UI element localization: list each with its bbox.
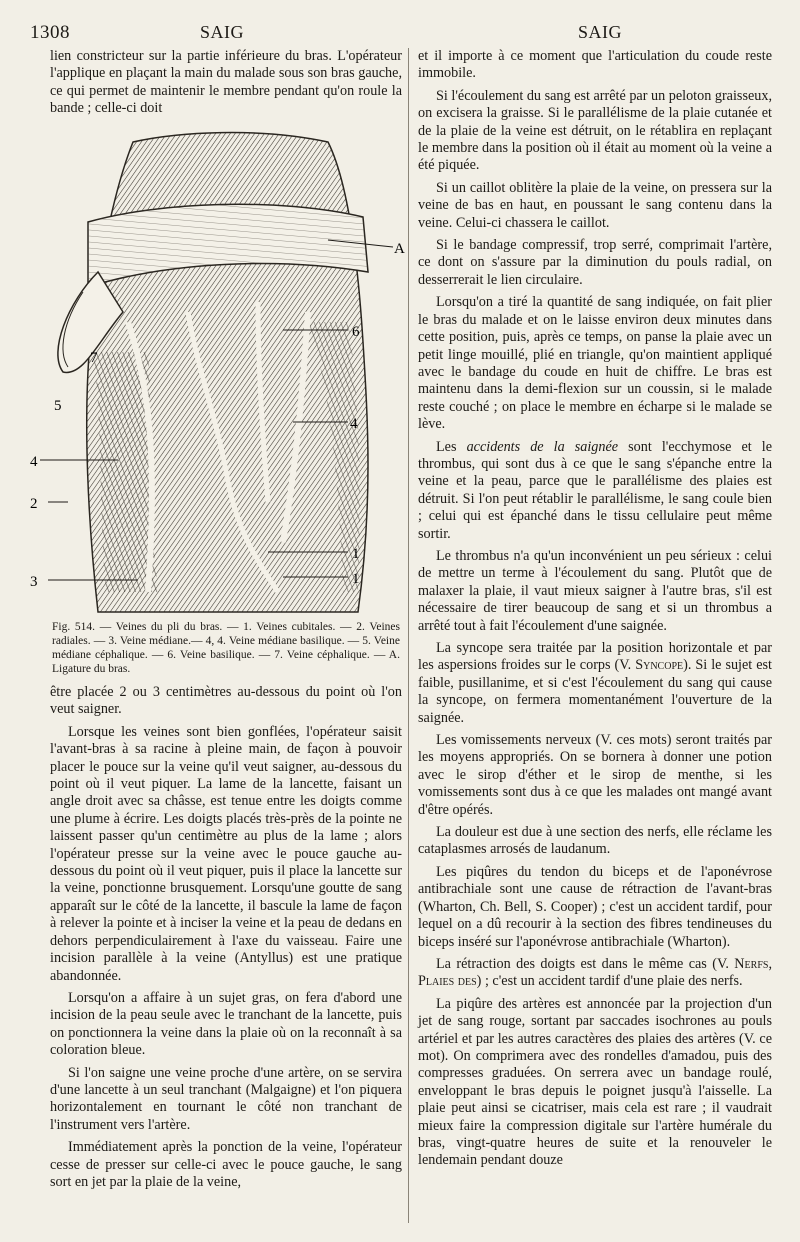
cross-reference: Syncope	[635, 657, 684, 674]
right-column	[418, 48, 772, 1175]
paragraph: être placée 2 ou 3 centimètres au-dessous du point où l'on veut saigner.	[50, 684, 402, 718]
page-number: 1308	[30, 22, 70, 43]
paragraph: lien constricteur sur la partie inférieure du bras. L'opérateur l'applique en plaçant la main du malade sous son bras gauche, ce qui permet de maintenir le membre pendant qu'on roule la bande ; celle-ci doit	[50, 48, 402, 117]
running-head-left: SAIG	[200, 22, 245, 42]
left-column-top	[50, 48, 402, 123]
figure-label-4-right: 4	[350, 416, 358, 432]
figure-label-1-upper: 1	[352, 546, 360, 562]
paragraph: Les vomissements nerveux (V. ces mots) seront traités par les moyens appropriés. On se bornera à donner une potion avec le sirop d'éther et le sirop de menthe, si les vomissements sont dus à ce que les malades ont mangé avant d'être opérés.	[418, 732, 772, 818]
text-run: Les	[436, 438, 467, 455]
paragraph: Si l'écoulement du sang est arrêté par un peloton graisseux, on excisera la graisse. Si le parallélisme de la plaie cutanée et de la plaie de la veine est détruit, on le rétablira en replaçant le membre dans la position où il était au moment où la veine a été piquée.	[418, 87, 772, 174]
paragraph: Le thrombus n'a qu'un inconvénient un peu sérieux : celui de mettre un terme à l'écoulement du sang. Plutôt que de malaxer la plaie, il vaut mieux saigner à l'autre bras, s'il est nécessaire de tirer beaucoup de sang et si un thrombus a arrêté tout à fait l'écoulement d'une saignée.	[418, 547, 772, 634]
column-divider	[408, 48, 409, 1223]
figure-label-3: 3	[30, 574, 38, 590]
figure-label-1-lower: 1	[352, 571, 360, 587]
text-run: La rétraction des doigts est dans le même cas (V.	[436, 955, 735, 972]
italic-term: accidents de la saignée	[466, 438, 619, 455]
figure-label-A: A	[394, 241, 405, 257]
left-column-body	[50, 684, 402, 1196]
paragraph: Les piqûres du tendon du biceps et de l'aponévrose antibrachiale sont une cause de rétraction de l'avant-bras (Wharton, Ch. Bell, S. Cooper) ; c'est un accident tardif, pour lequel on a dû recourir à la section des fibres tendineuses du biceps inséré sur l'aponévrose antibrachiale (Wharton).	[418, 863, 772, 950]
figure-label-4-left: 4	[30, 454, 38, 470]
figure-label-5: 5	[54, 398, 62, 414]
paragraph: Si le bandage compressif, trop serré, comprimait l'artère, ce dont on s'assure par la diminution du pouls radial, on desserrerait le lien circulaire.	[418, 237, 772, 288]
figure-label-7: 7	[90, 350, 98, 366]
text-run: La syncope sera traitée par la position horizontale et par les aspersions froides sur le corps (V.	[418, 640, 772, 674]
paragraph: La douleur est due à une section des nerfs, elle réclame les cataplasmes arrosés de laudanum.	[418, 824, 772, 858]
paragraph: Lorsqu'on a tiré la quantité de sang indiquée, on fait plier le bras du malade et on le laisse environ deux minutes dans cette position, puis, après ce temps, on panse la plaie avec un petit linge mouillé, plié en triangle, qu'on maintient appliqué avec le bandage du coude en huit de chiffre. Le bras est maintenu dans la demi-flexion sur un coussin, si le malade reste couché ; on place le membre en écharpe si le malade se lève.	[418, 294, 772, 433]
paragraph: Lorsqu'on a affaire à un sujet gras, on fera d'abord une incision de la peau seule avec le tranchant de la lancette, puis on ponctionnera la veine dans la plaie où on la reconnaît à sa coloration bleue.	[50, 989, 402, 1059]
paragraph: Si un caillot oblitère la plaie de la veine, on pressera sur la veine de bas en haut, en poussant le sang contenu dans la veine. Celui-ci chassera le caillot.	[418, 179, 772, 231]
paragraph-accidents	[418, 439, 772, 543]
arm-veins-illustration	[28, 122, 408, 622]
cross-reference: Nerfs, Plaies des	[418, 955, 772, 990]
paragraph-retraction	[418, 956, 772, 991]
paragraph: Lorsque les veines sont bien gonflées, l'opérateur saisit l'avant-bras à sa racine à pleine main, de façon à pouvoir placer le pouce sur la veine qu'il veut saigner, au-dessous du point où il veut piquer. La lame de la lancette, faisant un angle droit avec sa châsse, est tenue entre les doigts comme une plume à écrire. Les doigts placés très-près de la pointe ne laissent passer qu'un centimètre au plus de la lame ; alors l'opérateur presse sur la veine avec le pouce gauche au-dessous du point où il veut piquer, puis il place la lancette sur la veine, ponctionne brusquement. Lorsqu'une goutte de sang apparaît sur le côté de la lancette, il bascule la lame de façon à relever la pointe et à inciser la veine et la peau de dedans en dehors perpendiculairement à l'axe du vaisseau. Faire une incision parallèle à la veine (Antyllus) est une pratique abandonnée.	[50, 723, 402, 984]
text-run: sont l'ecchymose et le thrombus, qui sont dus à ce que le sang s'épanche entre la veine et la peau, parce que le parallélisme des plaies est détruit. Si l'on peut rétablir le parallélisme, le sang coule bien ; celui qui est épanché dans le tissu cellulaire peut même sortir.	[418, 438, 772, 542]
figure-label-2: 2	[30, 496, 38, 512]
figure-label-6: 6	[352, 324, 360, 340]
paragraph: et il importe à ce moment que l'articulation du coude reste immobile.	[418, 48, 772, 82]
paragraph: Immédiatement après la ponction de la veine, l'opérateur cesse de presser sur celle-ci avec le pouce gauche, le sang sort en jet par la plaie de la veine,	[50, 1139, 402, 1190]
paragraph-syncope	[418, 640, 772, 727]
running-head-right: SAIG	[578, 22, 623, 42]
figure-caption: Fig. 514. — Veines du pli du bras. — 1. Veines cubitales. — 2. Veines radiales. — 3. Veine médiane.— 4, 4. Veine médiane basilique. — 5. Veine médiane céphalique. — 6. Veine basilique. — 7. Veine céphalique. — A. Ligature du bras.	[52, 621, 400, 675]
text-run: ). Si le sujet est faible, pusillanime, et si c'est l'écoulement du sang qui cause la syncope, on fermera momentanément l'ouverture de la saignée.	[418, 657, 772, 726]
text-run: ) ; c'est un accident tardif d'une plaie des nerfs.	[476, 973, 743, 990]
paragraph: Si l'on saigne une veine proche d'une artère, on se servira d'une lancette à un seul tranchant (Malgaigne) et l'on piquera horizontalement en tournant le côté non tranchant de l'instrument vers l'artère.	[50, 1064, 402, 1133]
paragraph: La piqûre des artères est annoncée par la projection d'un jet de sang rouge, sortant par saccades isochrones au pouls artériel et par les autres caractères des plaies des artères (V. ce mot). On comprimera avec des rondelles d'amadou, puis des compresses graduées. On serrera avec un bandage roulé, enveloppant le bras depuis le poignet jusqu'à l'aisselle. La plaie peut ainsi se cicatriser, mais cela est rare ; il vaudrait mieux faire la compression digitale sur l'artère humérale du bras, vingt-quatre heures de suite et la renouveler le lendemain pendant douze	[418, 995, 772, 1169]
anatomical-figure	[28, 122, 408, 622]
